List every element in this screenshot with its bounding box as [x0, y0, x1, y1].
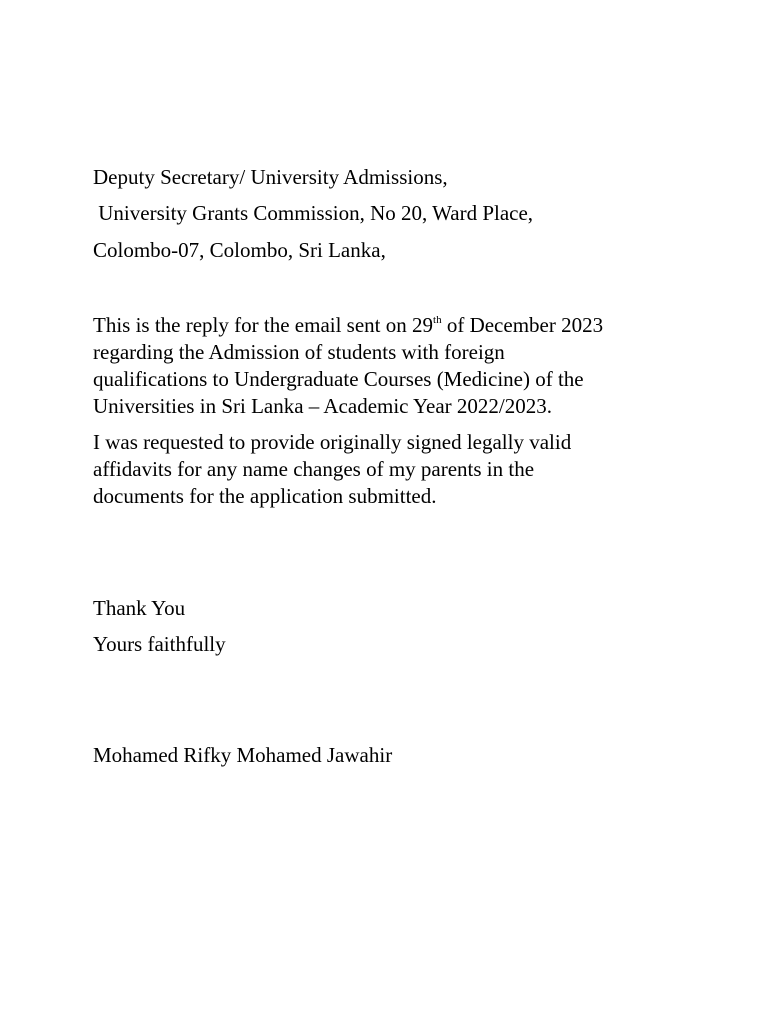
date-month-year: of December 2023 — [441, 313, 604, 337]
thanks-text: Thank You — [93, 596, 186, 620]
paragraph-reply-line-2: regarding the Admission of students with foreign — [93, 340, 505, 364]
paragraph-request-line-1: I was requested to provide originally signed legally valid — [93, 430, 572, 454]
ordinal-suffix: th — [433, 314, 442, 326]
paragraph-request-line-3: documents for the application submitted. — [93, 484, 437, 508]
paragraph-reply-line-1 — [93, 312, 693, 339]
sign-off-text: Yours faithfully — [93, 632, 226, 656]
paragraph-request-line-2: affidavits for any name changes of my parents in the — [93, 457, 535, 481]
address-line-2: University Grants Commission, No 20, Ward Place, — [93, 201, 534, 225]
paragraph-reply-line-4: Universities in Sri Lanka – Academic Year 2022/2023. — [93, 394, 553, 418]
signatory-name: Mohamed Rifky Mohamed Jawahir — [93, 743, 393, 767]
paragraph-request — [93, 429, 693, 510]
paragraph-reply — [93, 312, 693, 420]
address-line-3: Colombo-07, Colombo, Sri Lanka, — [93, 238, 386, 262]
address-line-1: Deputy Secretary/ University Admissions, — [93, 165, 448, 189]
paragraph-reply-line-3: qualifications to Undergraduate Courses (Medicine) of the — [93, 367, 584, 391]
date-text: This is the reply for the email sent on 29 — [93, 313, 434, 337]
